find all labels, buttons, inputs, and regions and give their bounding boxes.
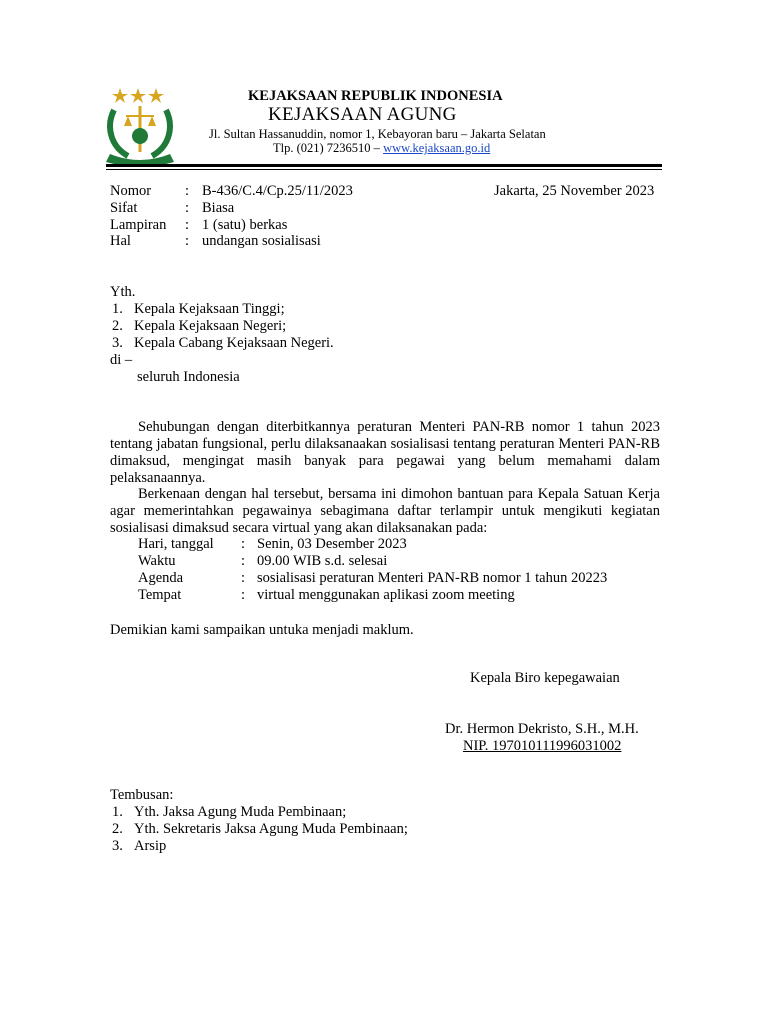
meta-value-sifat: Biasa (202, 200, 235, 216)
institution-title: KEJAKSAAN AGUNG (268, 104, 457, 125)
recipient-num: 2. (112, 318, 123, 334)
schedule-colon: : (241, 536, 246, 552)
tembusan-item: Arsip (134, 838, 167, 854)
recipient-num: 1. (112, 301, 123, 317)
body-paragraph-1: Sehubungan dengan diterbitkannya peraturan Menteri PAN-RB nomor 1 tahun 2023 tentang jabatan fungsional, perlu dilaksanaakan sosialisasi tentang peraturan Menteri PAN-RB dimaksud, mengingat masih banyak para pegawai yang belum memahami dalam pelaksanaannya. (110, 419, 660, 486)
tembusan-num: 3. (112, 838, 123, 854)
schedule-value-waktu: 09.00 WIB s.d. selesai (257, 553, 388, 569)
meta-colon: : (185, 217, 190, 233)
recipient-di: di – (110, 352, 133, 368)
meta-label-nomor: Nomor (110, 183, 152, 199)
header-divider (106, 164, 662, 167)
recipient-salutation: Yth. (110, 284, 136, 300)
schedule-colon: : (241, 553, 246, 569)
contact-line (273, 141, 490, 156)
meta-label-hal: Hal (110, 233, 131, 249)
header-divider-thin (106, 169, 662, 170)
meta-colon: : (185, 183, 190, 199)
tembusan-item: Yth. Jaksa Agung Muda Pembinaan; (134, 804, 347, 820)
schedule-label-tempat: Tempat (138, 587, 182, 603)
meta-colon: : (185, 200, 190, 216)
schedule-label-agenda: Agenda (138, 570, 184, 586)
meta-colon: : (185, 233, 190, 249)
tembusan-num: 2. (112, 821, 123, 837)
closing-sentence: Demikian kami sampaikan untuka menjadi maklum. (110, 622, 414, 638)
meta-label-lampiran: Lampiran (110, 217, 167, 233)
meta-value-hal: undangan sosialisasi (202, 233, 321, 249)
meta-value-nomor: B-436/C.4/Cp.25/11/2023 (202, 183, 353, 199)
signature-position: Kepala Biro kepegawaian (470, 670, 620, 686)
schedule-label-hari: Hari, tanggal (138, 536, 214, 552)
meta-label-sifat: Sifat (110, 200, 138, 216)
phone: Tlp. (021) 7236510 – (273, 141, 380, 155)
tembusan-label: Tembusan: (110, 787, 174, 803)
website-link[interactable]: www.kejaksaan.go.id (383, 141, 491, 155)
schedule-value-tempat: virtual menggunakan aplikasi zoom meeting (257, 587, 515, 603)
recipient-location: seluruh Indonesia (137, 369, 240, 385)
schedule-value-agenda: sosialisasi peraturan Menteri PAN-RB nomor 1 tahun 20223 (257, 570, 608, 586)
recipient-item: Kepala Kejaksaan Negeri; (134, 318, 287, 334)
signature-nip: NIP. 197010111996031002 (463, 738, 622, 754)
recipient-item: Kepala Cabang Kejaksaan Negeri. (134, 335, 334, 351)
body-paragraph-2: Berkenaan dengan hal tersebut, bersama ini dimohon bantuan para Kepala Satuan Kerja agar memerintahkan pegawainya sebagimana daftar terlampir untuk mengikuti kegiatan sosialisasi dimaksud secara virtual yang akan dilaksanakan pada: (110, 486, 660, 536)
meta-value-lampiran: 1 (satu) berkas (202, 217, 288, 233)
kejaksaan-emblem-icon (104, 86, 188, 166)
address: Jl. Sultan Hassanuddin, nomor 1, Kebayoran baru – Jakarta Selatan (209, 127, 546, 141)
recipient-item: Kepala Kejaksaan Tinggi; (134, 301, 285, 317)
recipient-num: 3. (112, 335, 123, 351)
schedule-colon: : (241, 587, 246, 603)
org-name: KEJAKSAAN REPUBLIK INDONESIA (248, 88, 503, 104)
tembusan-num: 1. (112, 804, 123, 820)
tembusan-item: Yth. Sekretaris Jaksa Agung Muda Pembinaan; (134, 821, 408, 837)
schedule-label-waktu: Waktu (138, 553, 176, 569)
schedule-colon: : (241, 570, 246, 586)
signature-name: Dr. Hermon Dekristo, S.H., M.H. (445, 721, 639, 737)
place-date: Jakarta, 25 November 2023 (494, 183, 655, 199)
schedule-value-hari: Senin, 03 Desember 2023 (257, 536, 407, 552)
